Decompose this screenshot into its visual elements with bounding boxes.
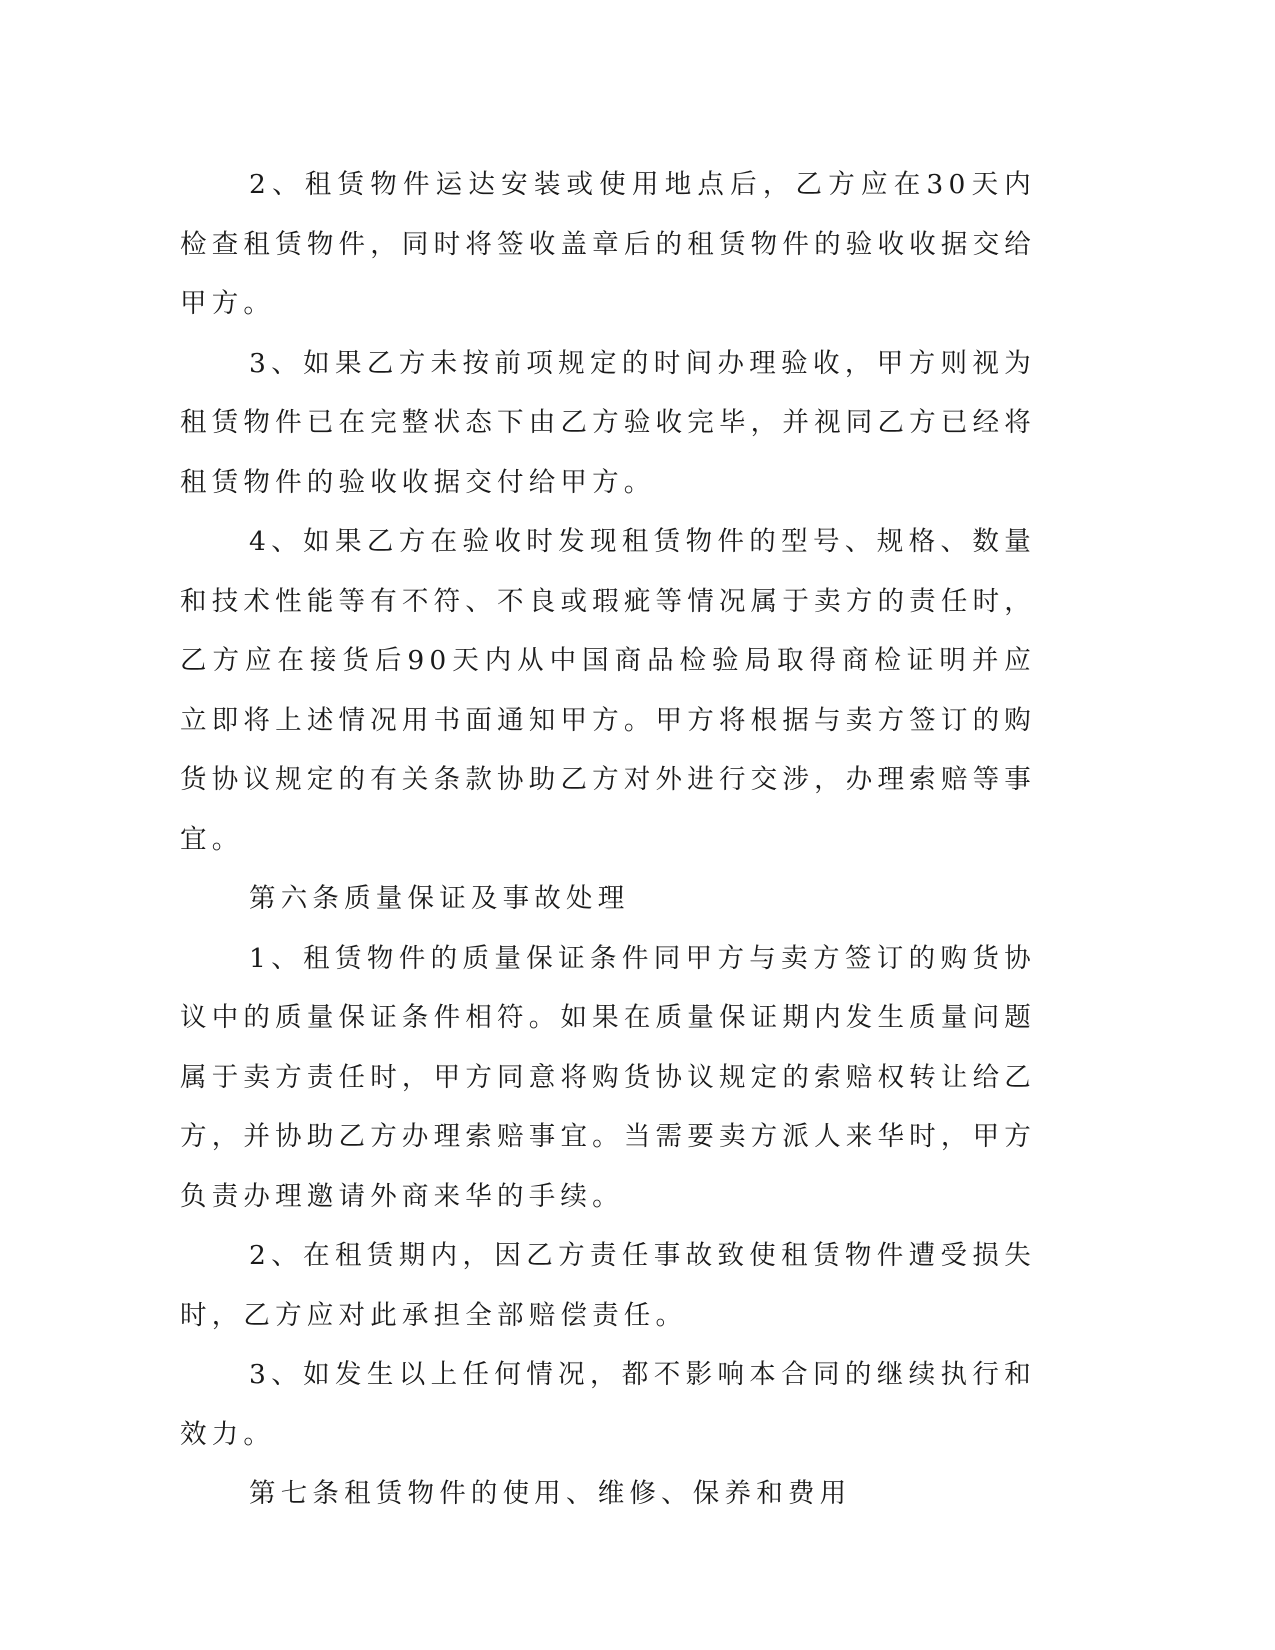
clause-6-item-2: 2、在租赁期内，因乙方责任事故致使租赁物件遭受损失时，乙方应对此承担全部赔偿责任。 [180,1240,1036,1331]
clause-6-item-3: 3、如发生以上任何情况，都不影响本合同的继续执行和效力。 [180,1359,1036,1450]
clause-5-item-4: 4、如果乙方在验收时发现租赁物件的型号、规格、数量和技术性能等有不符、不良或瑕疵等情况属于卖方的责任时，乙方应在接货后90天内从中国商品检验局取得商检证明并应立即将上述情况用书面通知甲方。甲方将根据与卖方签订的购货协议规定的有关条款协助乙方对外进行交涉，办理索赔等事宜。 [180,526,1036,855]
clause-5-item-3: 3、如果乙方未按前项规定的时间办理验收，甲方则视为租赁物件已在完整状态下由乙方验收完毕，并视同乙方已经将租赁物件的验收收据交付给甲方。 [180,347,1036,498]
clause-5-item-2: 2、租赁物件运达安装或使用地点后，乙方应在30天内检查租赁物件，同时将签收盖章后的租赁物件的验收收据交给甲方。 [180,169,1036,319]
clause-7-heading: 第七条租赁物件的使用、维修、保养和费用 [249,1478,852,1509]
clause-6-item-1: 1、租赁物件的质量保证条件同甲方与卖方签订的购货协议中的质量保证条件相符。如果在质量保证期内发生质量问题属于卖方责任时，甲方同意将购货协议规定的索赔权转让给乙方，并协助乙方办理索赔事宜。当需要卖方派人来华时，甲方负责办理邀请外商来华的手续。 [180,942,1036,1212]
document-body [180,155,1036,1524]
clause-6-heading: 第六条质量保证及事故处理 [249,883,630,914]
